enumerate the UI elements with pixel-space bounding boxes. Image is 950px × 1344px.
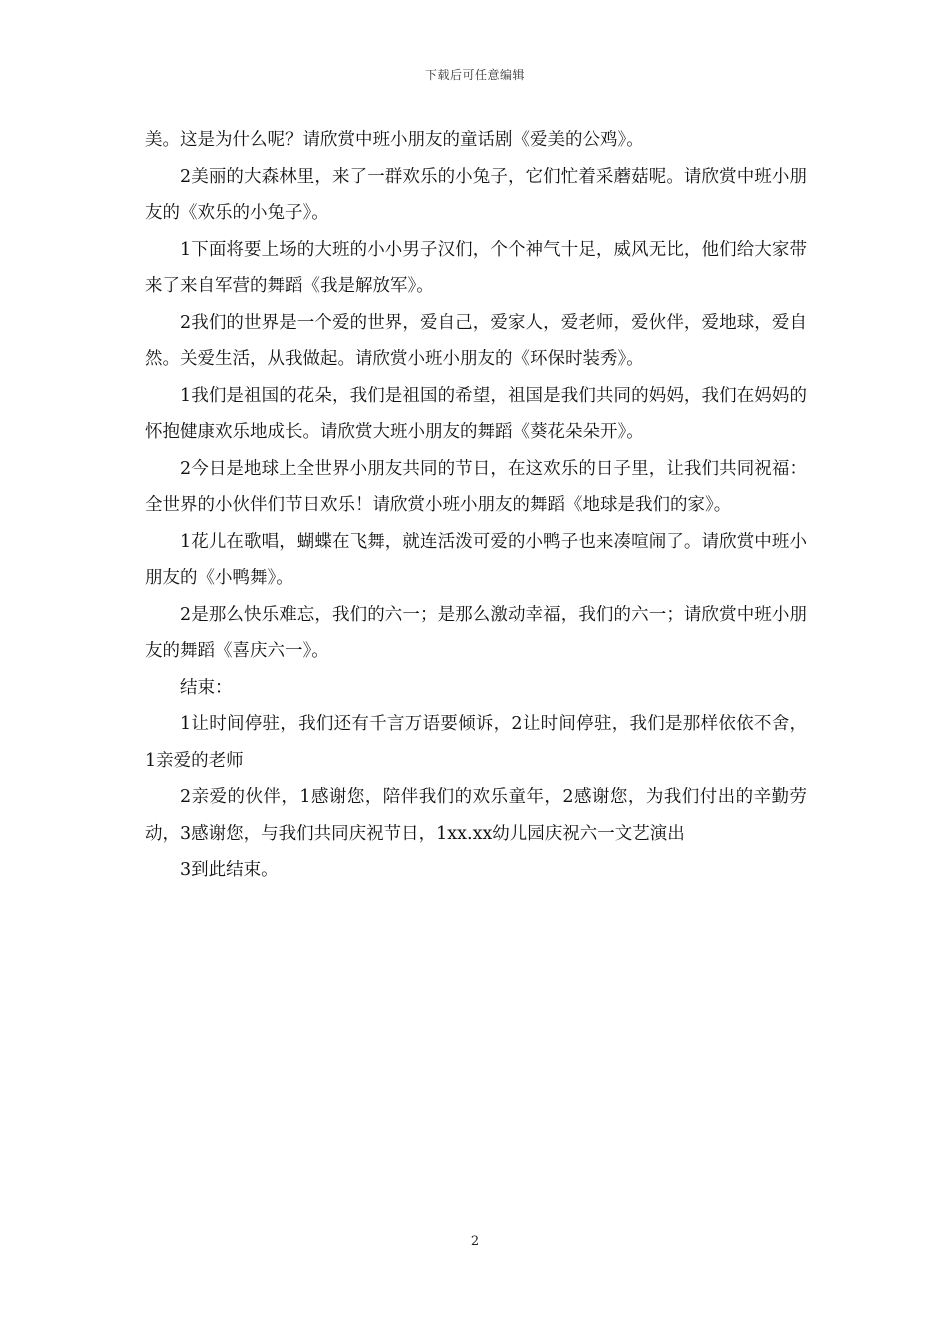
paragraph: 1花儿在歌唱，蝴蝶在飞舞，就连活泼可爱的小鸭子也来凑喧闹了。请欣赏中班小朋友的《小鸭舞》。 (145, 531, 807, 588)
paragraph: 2亲爱的伙伴，1感谢您，陪伴我们的欢乐童年，2感谢您，为我们付出的辛勤劳动，3感谢您，与我们共同庆祝节日，1xx.xx幼儿园庆祝六一文艺演出 (145, 787, 807, 844)
section-heading-ending: 结束： (180, 677, 233, 698)
paragraph-continuation: 美。这是为什么呢？请欣赏中班小朋友的童话剧《爱美的公鸡》。 (145, 130, 644, 150)
paragraph: 1让时间停驻，我们还有千言万语要倾诉，2让时间停驻，我们是那样依依不舍，1亲爱的老师 (145, 714, 807, 771)
document-body (145, 122, 807, 889)
paragraph: 2我们的世界是一个爱的世界，爱自己，爱家人，爱老师，爱伙伴，爱地球，爱自然。关爱生活，从我做起。请欣赏小班小朋友的《环保时装秀》。 (145, 312, 807, 369)
paragraph: 2是那么快乐难忘，我们的六一；是那么激动幸福，我们的六一；请欣赏中班小朋友的舞蹈《喜庆六一》。 (145, 604, 807, 661)
paragraph: 1我们是祖国的花朵，我们是祖国的希望，祖国是我们共同的妈妈，我们在妈妈的怀抱健康欢乐地成长。请欣赏大班小朋友的舞蹈《葵花朵朵开》。 (145, 385, 807, 442)
paragraph: 2美丽的大森林里，来了一群欢乐的小兔子，它们忙着采蘑菇呢。请欣赏中班小朋友的《欢乐的小兔子》。 (145, 166, 807, 223)
paragraph: 3到此结束。 (180, 860, 279, 880)
paragraph: 2今日是地球上全世界小朋友共同的节日，在这欢乐的日子里，让我们共同祝福：全世界的小伙伴们节日欢乐！请欣赏小班小朋友的舞蹈《地球是我们的家》。 (145, 458, 807, 515)
page-number: 2 (470, 1234, 480, 1249)
page-header: 下载后可任意编辑 (424, 68, 525, 82)
paragraph: 1下面将要上场的大班的小小男子汉们，个个神气十足，威风无比，他们给大家带来了来自军营的舞蹈《我是解放军》。 (145, 239, 807, 296)
